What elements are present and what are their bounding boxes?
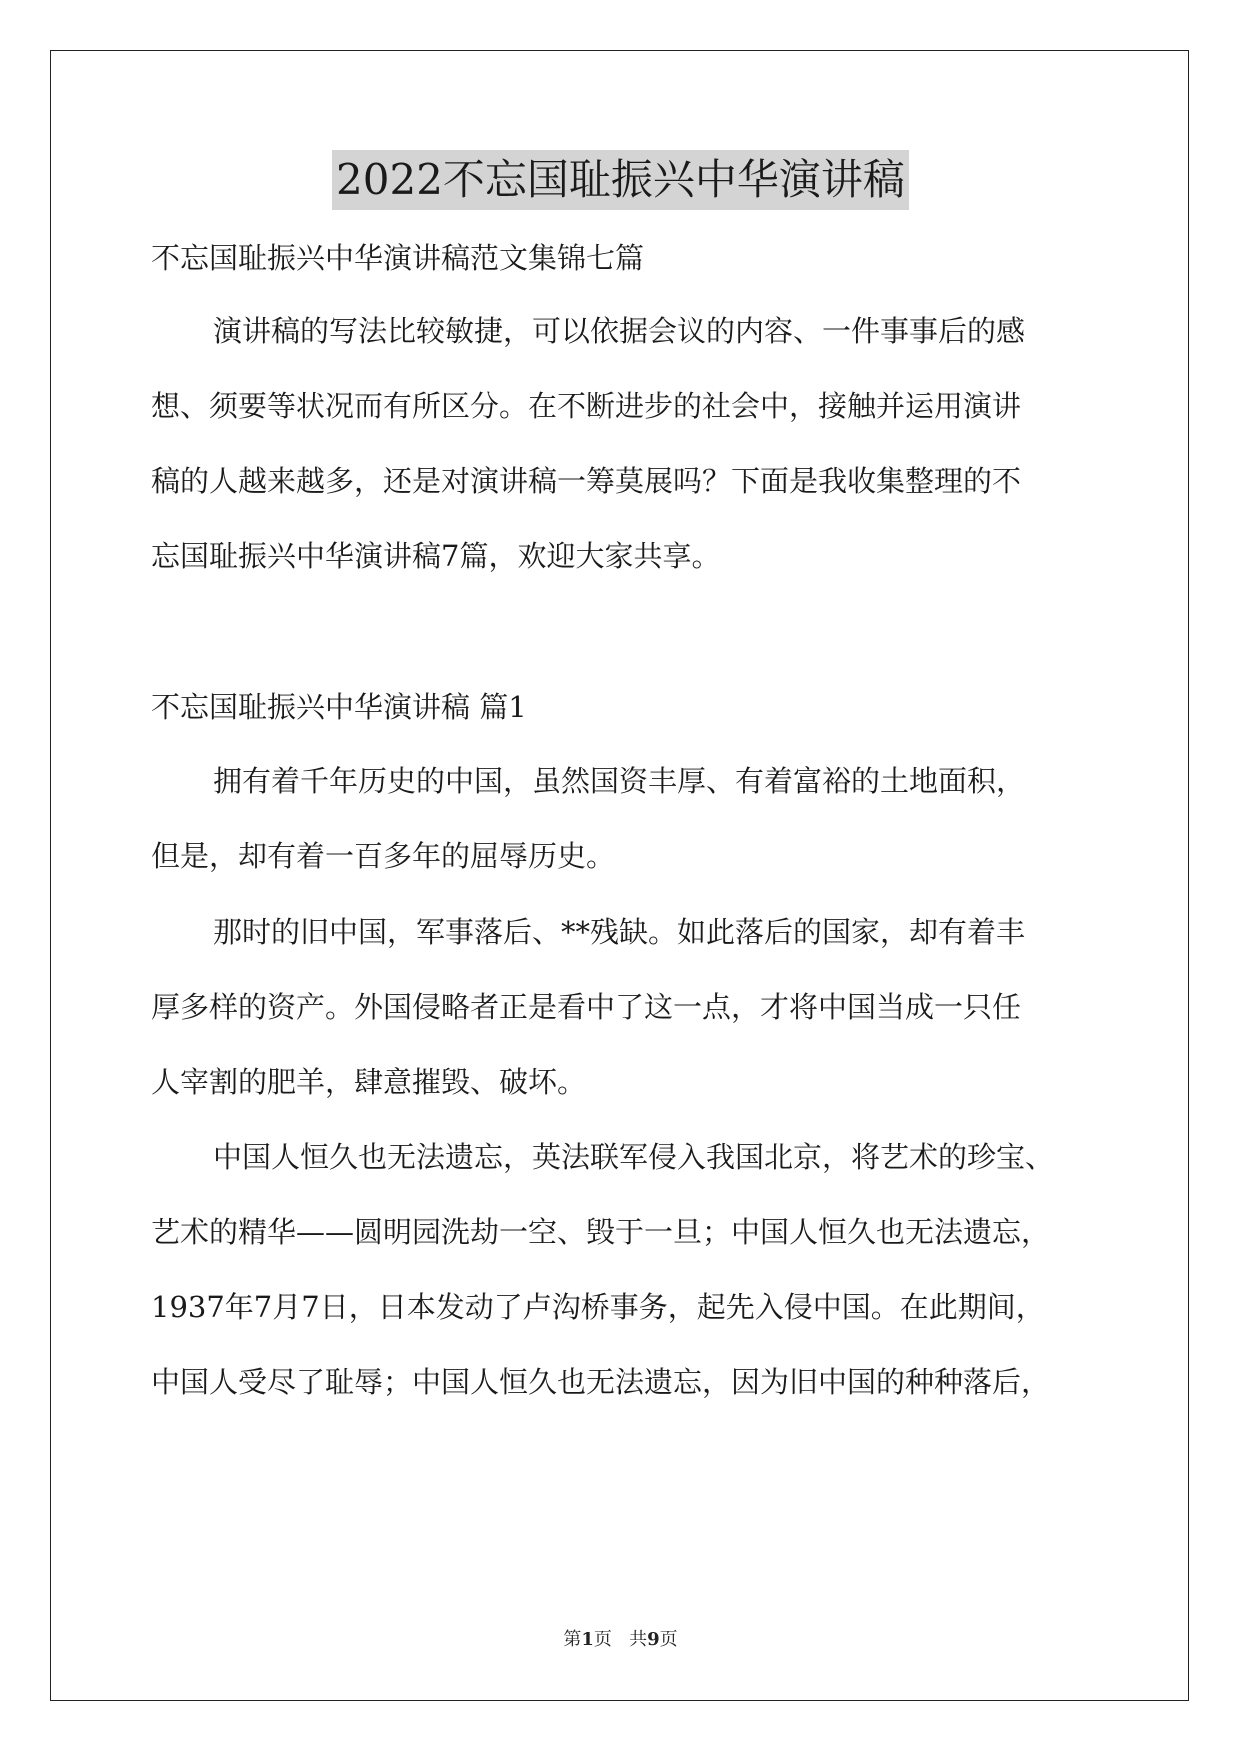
body-line-5: 人宰割的肥羊，肆意摧毁、破坏。 <box>151 1065 587 1099</box>
page-suffix: 页 <box>593 1629 612 1650</box>
intro-line-4: 忘国耻振兴中华演讲稿7篇，欢迎大家共享。 <box>151 539 721 573</box>
current-page-number: 1 <box>581 1629 594 1650</box>
body-line-4: 厚多样的资产。外国侵略者正是看中了这一点，才将中国当成一只任 <box>151 990 1022 1024</box>
body-line-6: 中国人恒久也无法遗忘，英法联军侵入我国北京，将艺术的珍宝、 <box>213 1140 1055 1174</box>
body-line-2: 但是，却有着一百多年的屈辱历史。 <box>151 839 616 873</box>
body-line-7: 艺术的精华——圆明园洗劫一空、毁于一旦；中国人恒久也无法遗忘， <box>151 1215 1051 1249</box>
intro-line-3: 稿的人越来越多，还是对演讲稿一筹莫展吗？下面是我收集整理的不 <box>151 464 1022 498</box>
page-prefix: 第 <box>563 1629 582 1650</box>
intro-line-1: 演讲稿的写法比较敏捷，可以依据会议的内容、一件事事后的感 <box>213 314 1026 348</box>
total-suffix: 页 <box>659 1629 678 1650</box>
intro-line-2: 想、须要等状况而有所区分。在不断进步的社会中，接触并运用演讲 <box>151 389 1022 423</box>
body-line-8: 1937年7月7日，日本发动了卢沟桥事务，起先入侵中国。在此期间， <box>151 1290 1045 1324</box>
total-pages-number: 9 <box>647 1629 660 1650</box>
title-container <box>0 150 1241 210</box>
page-footer <box>0 1628 1241 1652</box>
body-line-1: 拥有着千年历史的中国，虽然国资丰厚、有着富裕的土地面积， <box>213 764 1026 798</box>
subtitle: 不忘国耻振兴中华演讲稿范文集锦七篇 <box>151 241 645 275</box>
document-title: 2022不忘国耻振兴中华演讲稿 <box>332 150 909 210</box>
body-line-9: 中国人受尽了耻辱；中国人恒久也无法遗忘，因为旧中国的种种落后， <box>151 1365 1051 1399</box>
body-line-3: 那时的旧中国，军事落后、**残缺。如此落后的国家，却有着丰 <box>213 915 1026 949</box>
total-prefix: 共 <box>629 1629 648 1650</box>
section-heading: 不忘国耻振兴中华演讲稿 篇1 <box>151 690 527 724</box>
